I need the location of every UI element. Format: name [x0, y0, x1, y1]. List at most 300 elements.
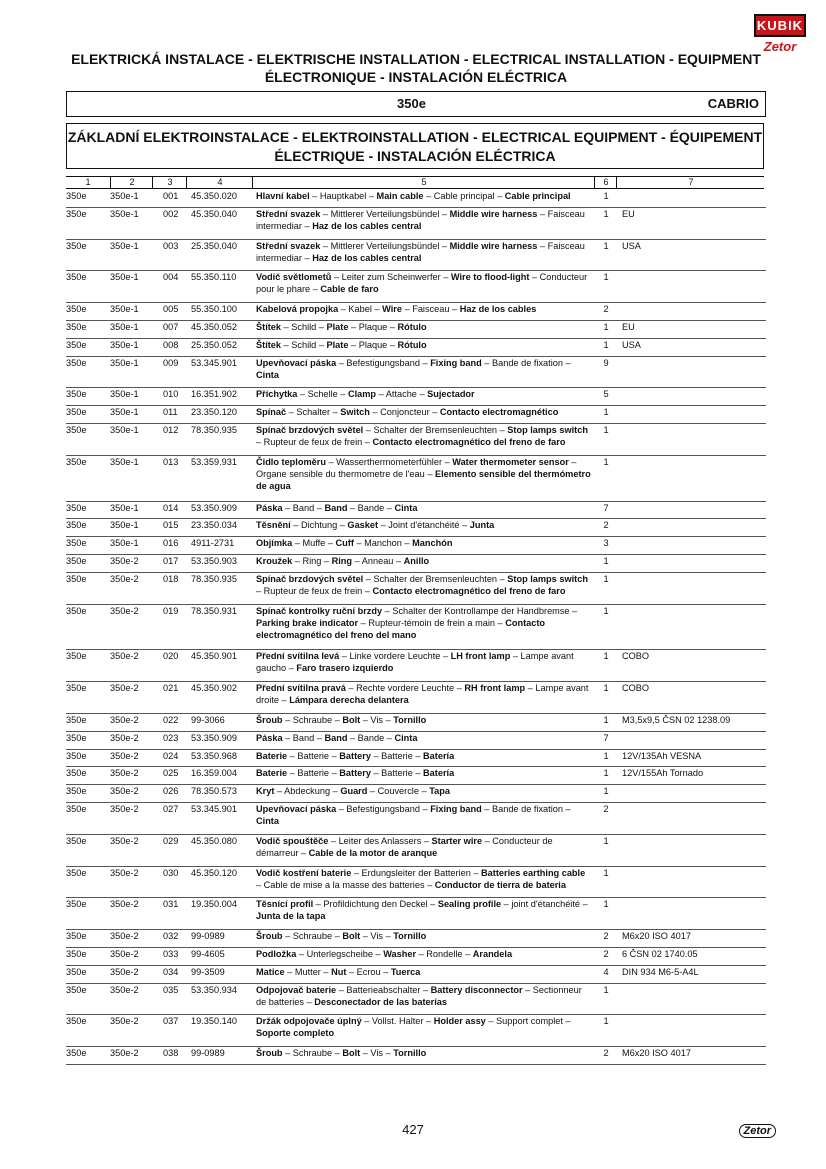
desc-en: Battery	[339, 768, 371, 779]
cell-quantity: 1	[603, 714, 609, 725]
cell-figure: 350e-2	[110, 803, 139, 814]
desc-cz: Kabelová propojka	[256, 304, 339, 315]
cell-figure: 350e-1	[110, 520, 139, 531]
table-row	[66, 502, 766, 520]
cell-figure: 350e-2	[110, 867, 139, 878]
desc-de: Wasserthermometerfühler	[336, 456, 443, 467]
desc-fr: Batterie	[381, 750, 413, 761]
cell-model: 350e	[66, 786, 87, 797]
desc-fr: Vis	[370, 714, 384, 725]
cell-description: Čidlo teploměru – Wasserthermometerfühler – Water thermometer sensor – Organe sensible du thermometre de l'eau – Elemento sensible del thermómetro de agua	[256, 456, 591, 491]
cell-quantity: 2	[603, 304, 609, 315]
cell-model: 350e	[66, 1016, 87, 1027]
table-row	[66, 835, 766, 867]
table-row	[66, 190, 766, 208]
table-row	[66, 1047, 766, 1065]
desc-cz: Kroužek	[256, 555, 293, 566]
cell-description: Přední svítilna pravá – Rechte vordere Leuchte – RH front lamp – Lampe avant droite – Lámpara derecha delantera	[256, 683, 589, 706]
cell-figure: 350e-2	[110, 1016, 139, 1027]
cell-model: 350e	[66, 931, 87, 942]
cell-part-number: 19.350.140	[191, 1016, 237, 1027]
desc-fr: Cable principal	[433, 191, 495, 201]
desc-en: Guard	[340, 786, 368, 797]
cell-model: 350e	[66, 1048, 87, 1059]
cell-position: 020	[163, 651, 179, 662]
desc-cz: Šroub	[256, 931, 283, 942]
col-header-2: 2	[110, 177, 153, 188]
cell-quantity: 1	[603, 424, 609, 435]
cell-description: Kabelová propojka – Kabel – Wire – Faisceau – Haz de los cables	[256, 304, 537, 315]
desc-fr: Faisceau intermediar	[256, 208, 585, 231]
cell-description: Matice – Mutter – Nut – Ecrou – Tuerca	[256, 966, 421, 977]
cell-model: 350e	[66, 732, 87, 743]
desc-en: Stop lamps switch	[507, 424, 588, 435]
desc-de: Schalter der Bremsenleuchten	[373, 424, 498, 435]
cell-figure: 350e-1	[110, 272, 139, 283]
cell-note: EU	[622, 321, 635, 332]
cell-figure: 350e-2	[110, 651, 139, 662]
cell-model: 350e	[66, 683, 87, 694]
cell-figure: 350e-1	[110, 538, 139, 549]
cell-description: Upevňovací páska – Befestigungsband – Fixing band – Bande de fixation – Cinta	[256, 357, 571, 380]
desc-es: Sujectador	[427, 389, 475, 400]
desc-de: Band	[292, 502, 315, 513]
desc-en: Cuff	[335, 538, 354, 549]
cell-model: 350e	[66, 605, 87, 616]
table-row	[66, 406, 766, 424]
cell-note: M6x20 ISO 4017	[622, 1048, 691, 1059]
desc-es: Cable principal	[504, 191, 571, 201]
kubik-wordmark: KUBIK	[754, 14, 806, 37]
cell-position: 009	[163, 357, 179, 368]
desc-cz: Objímka	[256, 538, 293, 549]
desc-es: Anillo	[403, 555, 430, 566]
desc-de: Kabel	[348, 304, 372, 315]
cell-position: 033	[163, 948, 179, 959]
cell-model: 350e	[66, 966, 87, 977]
section-line-1: ZÁKLADNÍ ELEKTROINSTALACE - ELEKTROINSTALLATION - ELECTRICAL EQUIPMENT - ÉQUIPEMENT	[67, 129, 763, 145]
desc-cz: Vodič spouštěče	[256, 835, 329, 846]
cell-quantity: 7	[603, 502, 609, 513]
table-row	[66, 388, 766, 406]
header-line-2: ÉLECTRONIQUE - INSTALACIÓN ELÉCTRICA	[264, 69, 568, 85]
cell-part-number: 25.350.052	[191, 339, 237, 350]
desc-de: Schalter der Bremsenleuchten	[373, 573, 498, 584]
cell-position: 013	[163, 456, 179, 467]
desc-es: Junta	[469, 520, 495, 531]
cell-model: 350e	[66, 424, 87, 435]
desc-de: Mutter	[294, 966, 321, 977]
col-header-3: 3	[152, 177, 187, 188]
model-name: 350e	[397, 96, 426, 111]
desc-fr: Organe sensible du thermometre de l'eau	[256, 468, 425, 479]
desc-de: Batterieabschalter	[346, 984, 421, 995]
cell-position: 030	[163, 867, 179, 878]
cell-position: 017	[163, 555, 179, 566]
desc-en: Wire to flood-light	[450, 272, 530, 283]
desc-es: Contacto electromagnético del freno del mano	[256, 617, 546, 640]
table-row	[66, 271, 766, 303]
table-row	[66, 303, 766, 321]
cell-model: 350e	[66, 899, 87, 910]
cell-figure: 350e-2	[110, 605, 139, 616]
cell-model: 350e	[66, 984, 87, 995]
table-row	[66, 339, 766, 357]
table-row	[66, 573, 766, 605]
desc-de: Leiter zum Scheinwerfer	[341, 272, 441, 283]
cell-part-number: 78.350.935	[191, 573, 237, 584]
cell-description: Střední svazek – Mittlerer Verteilungsbündel – Middle wire harness – Faisceau intermediar – Haz de los cables central	[256, 208, 585, 231]
cell-part-number: 4911-2731	[191, 538, 235, 549]
desc-es: Elemento sensible del thermómetro de agua	[256, 468, 591, 491]
cell-description: Spínač brzdových světel – Schalter der Bremsenleuchten – Stop lamps switch – Rupteur de feux de frein – Contacto electromagnético del freno de faro	[256, 424, 588, 447]
cell-position: 029	[163, 835, 179, 846]
desc-en: Nut	[331, 966, 347, 977]
desc-de: Schraube	[292, 931, 333, 942]
cell-part-number: 53.359.931	[191, 456, 237, 467]
desc-en: Fixing band	[430, 803, 482, 814]
desc-de: Befestigungsband	[346, 803, 420, 814]
desc-es: Arandela	[472, 948, 513, 959]
cell-quantity: 1	[603, 605, 609, 616]
desc-de: Schild	[291, 321, 317, 332]
cell-note: USA	[622, 339, 641, 350]
desc-es: Tornillo	[393, 1048, 427, 1059]
cell-description: Přední svítilna levá – Linke vordere Leuchte – LH front lamp – Lampe avant gaucho – Faro trasero izquierdo	[256, 651, 574, 674]
cell-quantity: 1	[603, 240, 609, 251]
table-row	[66, 555, 766, 573]
cell-model: 350e	[66, 768, 87, 779]
section-title	[66, 123, 764, 169]
desc-cz: Čidlo teploměru	[256, 456, 326, 467]
col-header-5: 5	[252, 177, 595, 188]
cell-description: Těsnící profil – Profildichtung den Deckel – Sealing profile – joint d'étanchéité – Junta de la tapa	[256, 899, 588, 922]
cell-description: Příchytka – Schelle – Clamp – Attache – Sujectador	[256, 389, 475, 400]
cell-figure: 350e-2	[110, 966, 139, 977]
cell-description: Štítek – Schild – Plate – Plaque – Rótulo	[256, 321, 427, 332]
cell-description: Držák odpojovače úplný – Vollst. Halter – Holder assy – Support complet – Soporte completo	[256, 1016, 571, 1039]
cell-quantity: 1	[603, 272, 609, 283]
cell-position: 014	[163, 502, 179, 513]
desc-de: Schalter	[296, 407, 331, 418]
desc-cz: Šroub	[256, 714, 283, 725]
column-header	[66, 176, 764, 189]
col-header-7: 7	[616, 177, 765, 188]
desc-fr: Sectionneur de batteries	[256, 984, 582, 1007]
desc-de: Hauptkabel	[319, 191, 367, 201]
cell-part-number: 53.350.909	[191, 502, 237, 513]
cell-quantity: 1	[603, 191, 609, 201]
cell-figure: 350e-2	[110, 899, 139, 910]
desc-cz: Spínač brzdových světel	[256, 424, 364, 435]
cell-quantity: 2	[603, 520, 609, 531]
desc-es: Desconectador de las baterías	[314, 996, 448, 1007]
table-row	[66, 948, 766, 966]
desc-de: Erdungsleiter der Batterien	[361, 867, 471, 878]
desc-cz: Kryt	[256, 786, 275, 797]
desc-es: Faro trasero izquierdo	[296, 663, 394, 674]
cell-part-number: 45.350.080	[191, 835, 237, 846]
cell-model: 350e	[66, 208, 87, 219]
table-row	[66, 1015, 766, 1047]
col-header-1: 1	[85, 177, 91, 187]
cell-description: Spínač brzdových světel – Schalter der Bremsenleuchten – Stop lamps switch – Rupteur de feux de frein – Contacto electromagnético del freno de faro	[256, 573, 588, 596]
desc-fr: Rondelle	[426, 948, 463, 959]
header-line-1: ELEKTRICKÁ INSTALACE - ELEKTRISCHE INSTALLATION - ELECTRICAL INSTALLATION - EQUIPMENT	[71, 51, 761, 67]
desc-de: Band	[292, 732, 315, 743]
cell-description: Kryt – Abdeckung – Guard – Couvercle – Tapa	[256, 786, 450, 797]
table-row	[66, 682, 766, 714]
cell-quantity: 1	[603, 786, 609, 797]
desc-cz: Vodič kostření baterie	[256, 867, 352, 878]
desc-es: Haz de los cables central	[312, 252, 422, 263]
desc-de: Muffe	[302, 538, 326, 549]
desc-en: Band	[324, 502, 348, 513]
cell-model: 350e	[66, 339, 87, 350]
model-variant: CABRIO	[707, 96, 759, 111]
desc-es: Cable de faro	[320, 284, 379, 295]
desc-fr: Faisceau	[412, 304, 450, 315]
desc-cz: Štítek	[256, 321, 282, 332]
cell-position: 035	[163, 984, 179, 995]
cell-part-number: 25.350.040	[191, 240, 237, 251]
cell-quantity: 9	[603, 357, 609, 368]
cell-part-number: 99-4605	[191, 948, 225, 959]
cell-model: 350e	[66, 240, 87, 251]
desc-es: Cinta	[394, 732, 418, 743]
desc-fr: Conducteur de démarreur	[256, 835, 553, 858]
desc-en: Middle wire harness	[449, 240, 538, 251]
table-row	[66, 456, 766, 502]
desc-cz: Matice	[256, 966, 285, 977]
desc-es: Soporte completo	[256, 1028, 335, 1039]
cell-description: Vodič spouštěče – Leiter des Anlassers – Starter wire – Conducteur de démarreur – Cable de la motor de aranque	[256, 835, 553, 858]
desc-de: Schild	[291, 339, 317, 350]
desc-es: Tornillo	[393, 931, 427, 942]
table-row	[66, 867, 766, 899]
cell-part-number: 45.350.040	[191, 208, 237, 219]
desc-de: Rechte vordere Leuchte	[356, 683, 455, 694]
desc-fr: Couvercle	[377, 786, 419, 797]
cell-part-number: 99-0989	[191, 931, 225, 942]
cell-position: 031	[163, 899, 179, 910]
cell-position: 012	[163, 424, 179, 435]
cell-figure: 350e-2	[110, 714, 139, 725]
cell-part-number: 99-0989	[191, 1048, 225, 1059]
desc-cz: Hlavní kabel	[256, 191, 310, 201]
desc-fr: Conducteur pour le phare	[256, 272, 588, 295]
cell-description: Šroub – Schraube – Bolt – Vis – Tornillo	[256, 931, 427, 942]
cell-note: DIN 934 M6-5-A4L	[622, 966, 699, 977]
cell-position: 005	[163, 304, 179, 315]
cell-description: Baterie – Batterie – Battery – Batterie – Batería	[256, 768, 455, 779]
desc-es: Lámpara derecha delantera	[289, 695, 409, 706]
cell-part-number: 45.350.120	[191, 867, 237, 878]
cell-figure: 350e-1	[110, 240, 139, 251]
cell-quantity: 1	[603, 750, 609, 761]
desc-fr: Cable de mise a la masse des batteries	[263, 879, 425, 890]
cell-description: Spínač kontrolky ruční brzdy – Schalter der Kontrollampe der Handbremse – Parking brake indicator – Rupteur-témoin de frein a main – Contacto electromagnético del freno del mano	[256, 605, 578, 640]
desc-en: RH front lamp	[464, 683, 526, 694]
page-number: 427	[402, 1122, 424, 1137]
cell-quantity: 1	[603, 984, 609, 995]
desc-es: Junta de la tapa	[256, 911, 326, 922]
cell-position: 007	[163, 321, 179, 332]
cell-quantity: 4	[603, 966, 609, 977]
desc-cz: Šroub	[256, 1048, 283, 1059]
kubik-logo	[754, 14, 806, 54]
cell-model: 350e	[66, 714, 87, 725]
zetor-wordmark: Zetor	[763, 39, 797, 54]
desc-es: Conductor de tierra de bateria	[434, 879, 566, 890]
page-header	[66, 50, 766, 86]
cell-model: 350e	[66, 502, 87, 513]
desc-en: Band	[324, 732, 348, 743]
cell-figure: 350e-2	[110, 984, 139, 995]
cell-description: Vodič světlometů – Leiter zum Scheinwerfer – Wire to flood-light – Conducteur pour le phare – Cable de faro	[256, 272, 588, 295]
cell-position: 025	[163, 768, 179, 779]
desc-cz: Střední svazek	[256, 208, 321, 219]
col-header-4: 4	[186, 177, 253, 188]
cell-quantity: 1	[603, 339, 609, 350]
cell-position: 024	[163, 750, 179, 761]
cell-quantity: 2	[603, 1048, 609, 1059]
cell-note: 6 ČSN 02 1740.05	[622, 948, 698, 959]
cell-model: 350e	[66, 803, 87, 814]
cell-part-number: 16.359.004	[191, 768, 237, 779]
desc-fr: Vis	[370, 931, 384, 942]
table-row	[66, 321, 766, 339]
desc-en: Clamp	[347, 389, 377, 400]
desc-cz: Těsnění	[256, 520, 291, 531]
cell-figure: 350e-2	[110, 768, 139, 779]
desc-cz: Těsnící profil	[256, 899, 314, 910]
desc-es: Cinta	[256, 815, 279, 826]
cell-description: Těsnění – Dichtung – Gasket – Joint d'étanchéité – Junta	[256, 520, 495, 531]
desc-fr: Joint d'étanchéité	[388, 520, 460, 531]
cell-figure: 350e-1	[110, 456, 139, 467]
table-row	[66, 966, 766, 984]
desc-es: Batería	[423, 750, 455, 761]
desc-fr: Anneau	[361, 555, 394, 566]
desc-fr: Plaque	[358, 339, 388, 350]
cell-description: Baterie – Batterie – Battery – Batterie – Batería	[256, 750, 455, 761]
desc-en: Plate	[326, 339, 349, 350]
desc-cz: Držák odpojovače úplný	[256, 1016, 362, 1027]
cell-part-number: 55.350.110	[191, 272, 237, 283]
cell-part-number: 99-3066	[191, 714, 225, 725]
desc-fr: Vis	[370, 1048, 384, 1059]
desc-fr: Rupteur-témoin de frein a main	[368, 617, 495, 628]
desc-cz: Baterie	[256, 768, 288, 779]
desc-cz: Příchytka	[256, 389, 298, 400]
cell-description: Šroub – Schraube – Bolt – Vis – Tornillo	[256, 714, 427, 725]
cell-description: Kroužek – Ring – Ring – Anneau – Anillo	[256, 555, 430, 566]
cell-part-number: 45.350.052	[191, 321, 237, 332]
desc-en: Plate	[326, 321, 349, 332]
desc-de: Schelle	[307, 389, 338, 400]
desc-cz: Vodič světlometů	[256, 272, 332, 283]
desc-de: Schraube	[292, 1048, 333, 1059]
cell-quantity: 1	[603, 208, 609, 219]
desc-fr: Rupteur de feux de frein	[263, 585, 363, 596]
cell-description: Střední svazek – Mittlerer Verteilungsbündel – Middle wire harness – Faisceau intermediar – Haz de los cables central	[256, 240, 585, 263]
cell-quantity: 3	[603, 538, 609, 549]
cell-quantity: 2	[603, 803, 609, 814]
desc-es: Haz de los cables central	[312, 220, 422, 231]
desc-fr: Bande de fixation	[491, 357, 563, 368]
desc-en: Starter wire	[431, 835, 483, 846]
cell-description: Páska – Band – Band – Bande – Cinta	[256, 502, 418, 513]
cell-figure: 350e-2	[110, 683, 139, 694]
table-row	[66, 240, 766, 272]
cell-position: 001	[163, 191, 179, 201]
cell-figure: 350e-1	[110, 357, 139, 368]
desc-es: Cinta	[256, 369, 279, 380]
table-row	[66, 424, 766, 456]
cell-note: 12V/155Ah Tornado	[622, 768, 704, 779]
cell-quantity: 1	[603, 899, 609, 910]
table-row	[66, 750, 766, 768]
desc-en: LH front lamp	[450, 651, 511, 662]
desc-es: Contacto electromagnético del freno de faro	[372, 436, 566, 447]
desc-es: Contacto electromagnético del freno de faro	[372, 585, 566, 596]
cell-model: 350e	[66, 456, 87, 467]
cell-model: 350e	[66, 389, 87, 400]
cell-position: 027	[163, 803, 179, 814]
cell-quantity: 2	[603, 931, 609, 942]
desc-de: Leiter des Anlassers	[338, 835, 422, 846]
desc-de: Vollst. Halter	[371, 1016, 424, 1027]
desc-cz: Spínač	[256, 407, 287, 418]
cell-note: M3,5x9,5 ČSN 02 1238.09	[622, 714, 731, 725]
cell-model: 350e	[66, 520, 87, 531]
desc-es: Tornillo	[393, 714, 427, 725]
cell-part-number: 78.350.573	[191, 786, 237, 797]
table-row	[66, 357, 766, 389]
desc-es: Rótulo	[397, 321, 427, 332]
cell-note: M6x20 ISO 4017	[622, 931, 691, 942]
desc-fr: Batterie	[381, 768, 413, 779]
desc-en: Gasket	[347, 520, 379, 531]
cell-part-number: 53.345.901	[191, 803, 237, 814]
desc-de: Linke vordere Leuchte	[349, 651, 441, 662]
cell-part-number: 78.350.931	[191, 605, 237, 616]
desc-es: Manchón	[412, 538, 453, 549]
desc-es: Batería	[423, 768, 455, 779]
desc-en: Batteries earthing cable	[481, 867, 586, 878]
cell-quantity: 1	[603, 1016, 609, 1027]
cell-note: COBO	[622, 683, 650, 694]
cell-description: Páska – Band – Band – Bande – Cinta	[256, 732, 418, 743]
desc-de: Batterie	[297, 750, 330, 761]
cell-note: COBO	[622, 651, 650, 662]
desc-cz: Upevňovací páska	[256, 357, 337, 368]
desc-de: Ring	[302, 555, 322, 566]
cell-description: Odpojovač baterie – Batterieabschalter – Battery disconnector – Sectionneur de batteries – Desconectador de las baterías	[256, 984, 582, 1007]
cell-figure: 350e-2	[110, 555, 139, 566]
cell-position: 010	[163, 389, 179, 400]
desc-en: Water thermometer sensor	[452, 456, 569, 467]
table-row	[66, 519, 766, 537]
cell-figure: 350e-1	[110, 321, 139, 332]
desc-de: Schalter der Kontrollampe der Handbremse	[392, 605, 570, 616]
cell-note: 12V/135Ah VESNA	[622, 750, 702, 761]
desc-fr: Manchon	[364, 538, 402, 549]
cell-note: USA	[622, 240, 641, 251]
cell-position: 022	[163, 714, 179, 725]
cell-model: 350e	[66, 573, 87, 584]
